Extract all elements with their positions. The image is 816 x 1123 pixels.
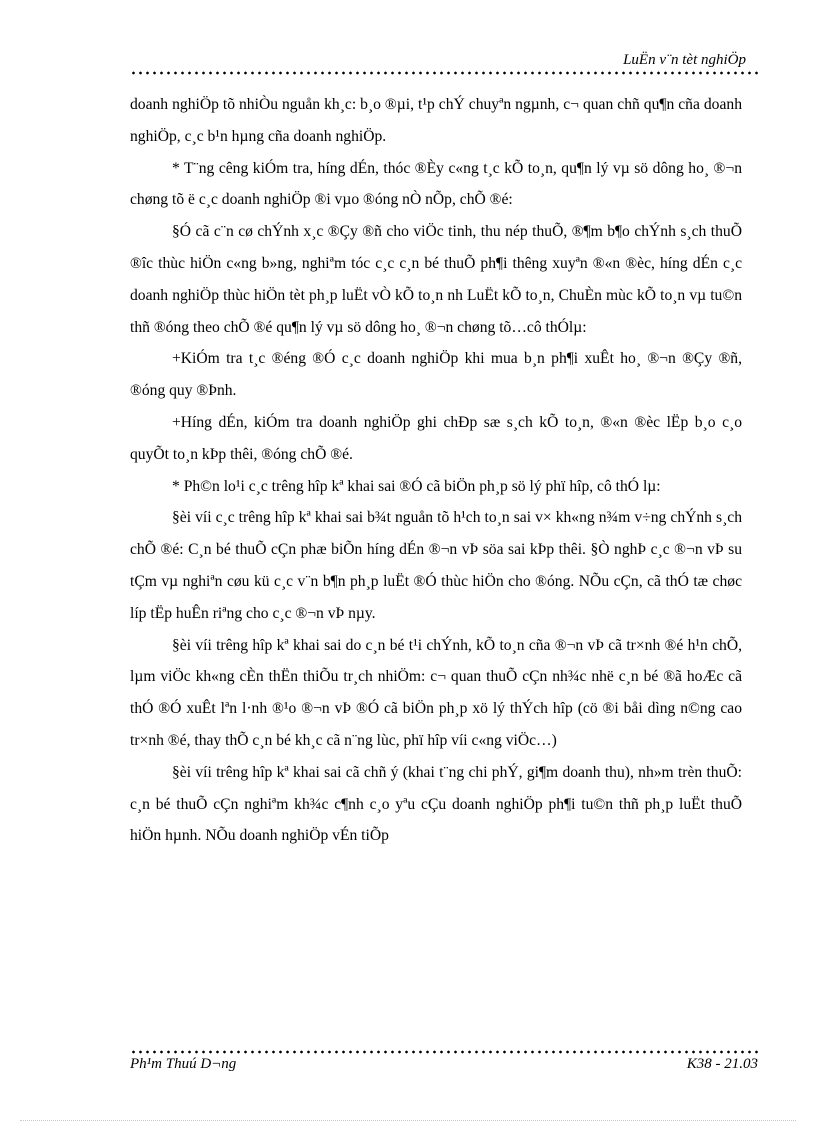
footer-dotted-rule bbox=[130, 1050, 758, 1054]
paragraph: * T¨ng cêng kiÓm tra, híng dÉn, thóc ®Èy c«ng t¸c kÕ to¸n, qu¶n lý vµ sö dông ho¸ ®¬n chøng tõ ë c¸c doanh nghiÖp ®i vµo ®óng nÒ nÕp, chÕ ®é: bbox=[130, 159, 742, 209]
footer-author: Ph¹m Thuú D¬ng bbox=[130, 1056, 237, 1072]
paragraph: §Ó cã c¨n cø chÝnh x¸c ®Çy ®ñ cho viÖc tinh, thu nép thuÕ, ®¶m b¶o chÝnh s¸ch thuÕ ®îc thùc hiÖn c«ng b»ng, nghiªm tóc c¸c c¸n bé thuÕ ph¶i thêng xuyªn ®«n ®èc, híng dÉn c¸c doanh nghiÖp thùc hiÖn tèt ph¸p luËt vÒ kÕ to¸n nh LuËt kÕ to¸n, ChuÈn mùc kÕ to¸n vµ tu©n thñ ®óng theo chÕ ®é qu¶n lý vµ sö dông ho¸ ®¬n chøng tõ…cô thÓlµ: bbox=[130, 223, 742, 336]
footer-class-code: K38 - 21.03 bbox=[686, 1056, 758, 1072]
page-bottom-edge bbox=[20, 1120, 796, 1121]
page-header-title: LuËn v¨n tèt nghiÖp bbox=[623, 52, 746, 68]
paragraph: §èi víi trêng hîp kª khai sai cã chñ ý (khai t¨ng chi phÝ, gi¶m doanh thu), nh»m trèn thuÕ: c¸n bé thuÕ cÇn nghiªm kh¾c c¶nh c¸o yªu cÇu doanh nghiÖp ph¶i tu©n thñ ph¸p luËt thuÕ hiÖn hµnh. NÕu doanh nghiÖp vÉn tiÕp bbox=[130, 763, 742, 845]
header-dotted-rule bbox=[130, 71, 758, 75]
document-body bbox=[130, 89, 742, 852]
paragraph: +KiÓm tra t¸c ®éng ®Ó c¸c doanh nghiÖp khi mua b¸n ph¶i xuÊt ho¸ ®¬n ®Çy ®ñ, ®óng quy ®Þnh. bbox=[130, 350, 742, 400]
paragraph: doanh nghiÖp tõ nhiÒu nguån kh¸c: b¸o ®µi, t¹p chÝ chuyªn ngµnh, c¬ quan chñ qu¶n cña doanh nghiÖp, c¸c b¹n hµng cña doanh nghiÖp. bbox=[130, 96, 742, 145]
paragraph: * Ph©n lo¹i c¸c trêng hîp kª khai sai ®Ó cã biÖn ph¸p sö lý phï hîp, cô thÓ lµ: bbox=[172, 477, 661, 495]
paragraph: §èi víi trêng hîp kª khai sai do c¸n bé t¹i chÝnh, kÕ to¸n cña ®¬n vÞ cã tr×nh ®é h¹n chÕ, lµm viÖc kh«ng cÈn thËn thiÕu tr¸ch nhiÖm: c¬ quan thuÕ cÇn nh¾c nhë c¸n bé ®ã hoÆc cã thÓ ®Ó xuÊt lªn l·nh ®¹o ®¬n vÞ ®Ó cã biÖn ph¸p xö lý thÝch hîp (cö ®i båi dìng n©ng cao tr×nh ®é, thay thÕ c¸n bé kh¸c cã n¨ng lùc, phï hîp víi c«ng viÖc…) bbox=[130, 636, 742, 749]
paragraph: +Híng dÉn, kiÓm tra doanh nghiÖp ghi chÐp sæ s¸ch kÕ to¸n, ®«n ®èc lËp b¸o c¸o quyÕt to¸n kÞp thêi, ®óng chÕ ®é. bbox=[130, 413, 742, 463]
paragraph: §èi víi c¸c trêng hîp kª khai sai b¾t nguån tõ h¹ch to¸n sai v× kh«ng n¾m v÷ng chÝnh s¸ch chÕ ®é: C¸n bé thuÕ cÇn phæ biÕn híng dÉn ®¬n vÞ söa sai kÞp thêi. §Ò nghÞ c¸c ®¬n vÞ su tÇm vµ nghiªn cøu kü c¸c v¨n b¶n ph¸p luËt ®Ó thùc hiÖn cho ®óng. NÕu cÇn, cã thÓ tæ chøc líp tËp huÊn riªng cho c¸c ®¬n vÞ nµy. bbox=[130, 509, 742, 622]
